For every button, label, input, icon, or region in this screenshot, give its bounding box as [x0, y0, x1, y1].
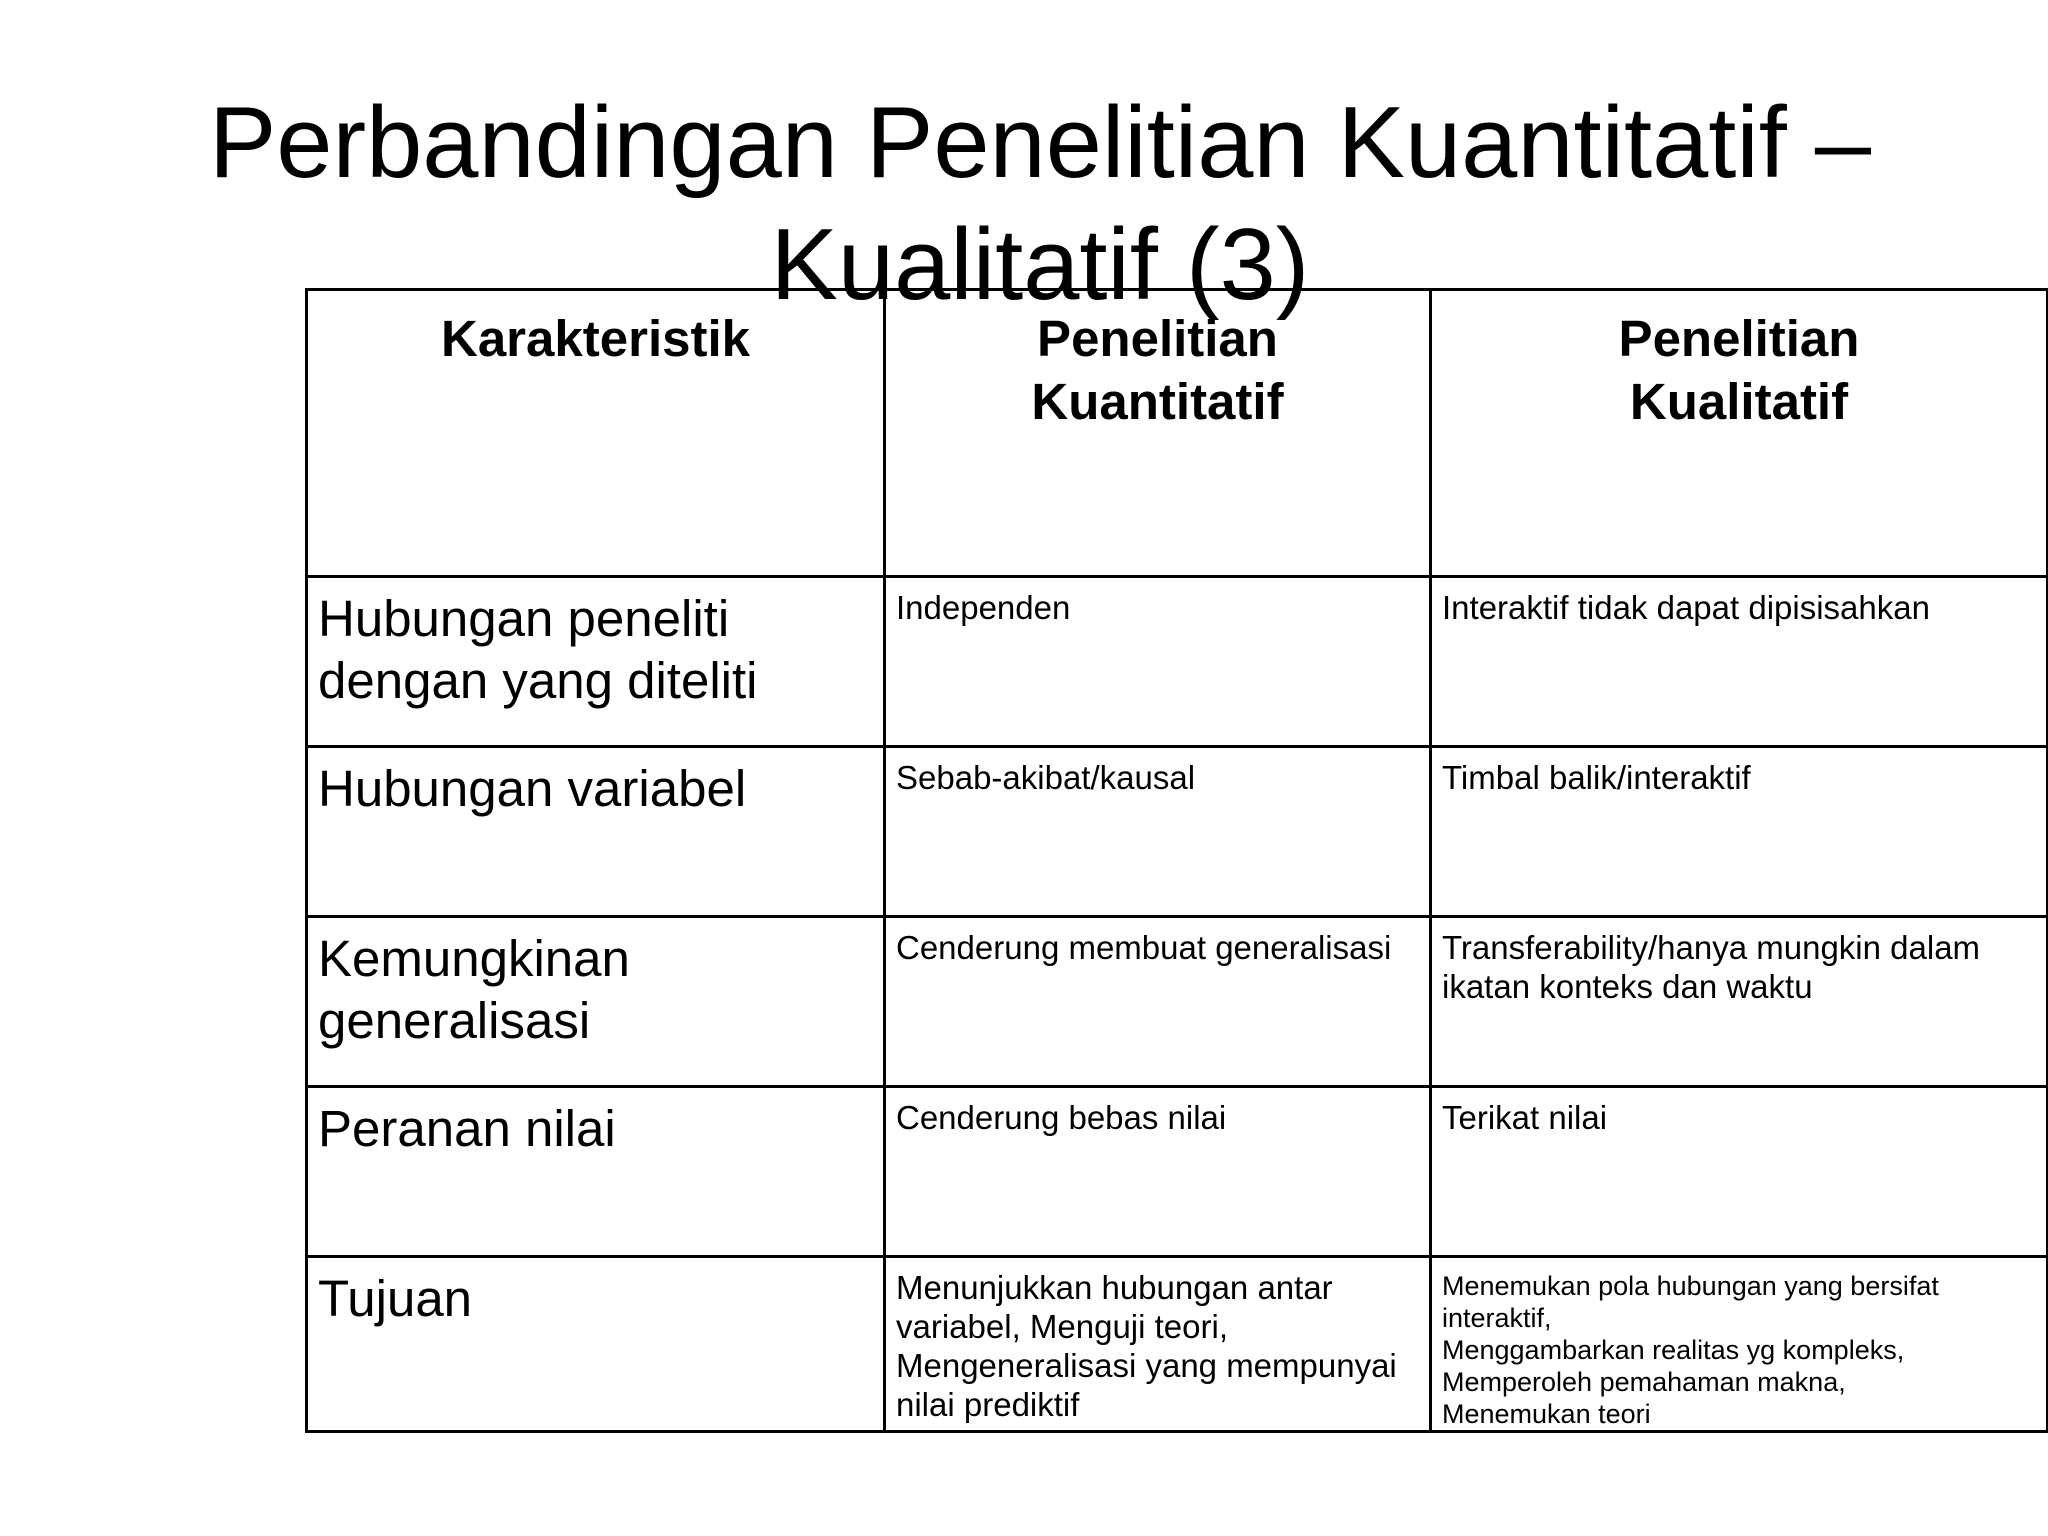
qualitative-cell: Terikat nilai — [1431, 1087, 2048, 1257]
qualitative-cell: Transferability/hanya mungkin dalam ikatan konteks dan waktu — [1431, 917, 2048, 1087]
header-quantitative-line-1: Penelitian — [1037, 310, 1278, 367]
characteristic-cell: Hubungan peneliti dengan yang diteliti — [307, 577, 885, 747]
header-characteristic: Karakteristik — [307, 290, 885, 577]
header-quantitative-line-2: Kuantitatif — [1031, 373, 1284, 430]
table-header-row — [307, 290, 2048, 577]
qualitative-cell — [1431, 1257, 2048, 1432]
header-quantitative — [885, 290, 1431, 577]
qualitative-line: Menggambarkan realitas yg kompleks, — [1442, 1335, 1905, 1365]
comparison-table — [305, 288, 2048, 1433]
table-row — [307, 1087, 2048, 1257]
qualitative-line: Menemukan teori — [1442, 1399, 1651, 1429]
qualitative-line: Memperoleh pemahaman makna, — [1442, 1367, 1846, 1397]
quantitative-cell: Cenderung bebas nilai — [885, 1087, 1431, 1257]
characteristic-cell: Peranan nilai — [307, 1087, 885, 1257]
header-qualitative-line-2: Kualitatif — [1629, 373, 1849, 430]
table-row — [307, 747, 2048, 917]
qualitative-cell: Interaktif tidak dapat dipisisahkan — [1431, 577, 2048, 747]
quantitative-cell: Sebab-akibat/kausal — [885, 747, 1431, 917]
quantitative-cell: Independen — [885, 577, 1431, 747]
header-qualitative-line-1: Penelitian — [1618, 310, 1860, 367]
header-qualitative — [1431, 290, 2048, 577]
quantitative-cell: Cenderung membuat generalisasi — [885, 917, 1431, 1087]
table-row — [307, 577, 2048, 747]
qualitative-line: Menemukan pola hubungan yang bersifat interaktif, — [1442, 1271, 1939, 1333]
qualitative-cell: Timbal balik/interaktif — [1431, 747, 2048, 917]
table-row — [307, 917, 2048, 1087]
characteristic-cell: Hubungan variabel — [307, 747, 885, 917]
characteristic-cell: Kemungkinan generalisasi — [307, 917, 885, 1087]
slide-title-line-2: Kualitatif (3) — [770, 209, 1310, 321]
table-row — [307, 1257, 2048, 1432]
characteristic-cell: Tujuan — [307, 1257, 885, 1432]
slide-title-line-1: Perbandingan Penelitian Kuantitatif – — [208, 87, 1872, 199]
quantitative-cell: Menunjukkan hubungan antar variabel, Menguji teori, Mengeneralisasi yang mempunyai nilai prediktif — [885, 1257, 1431, 1432]
